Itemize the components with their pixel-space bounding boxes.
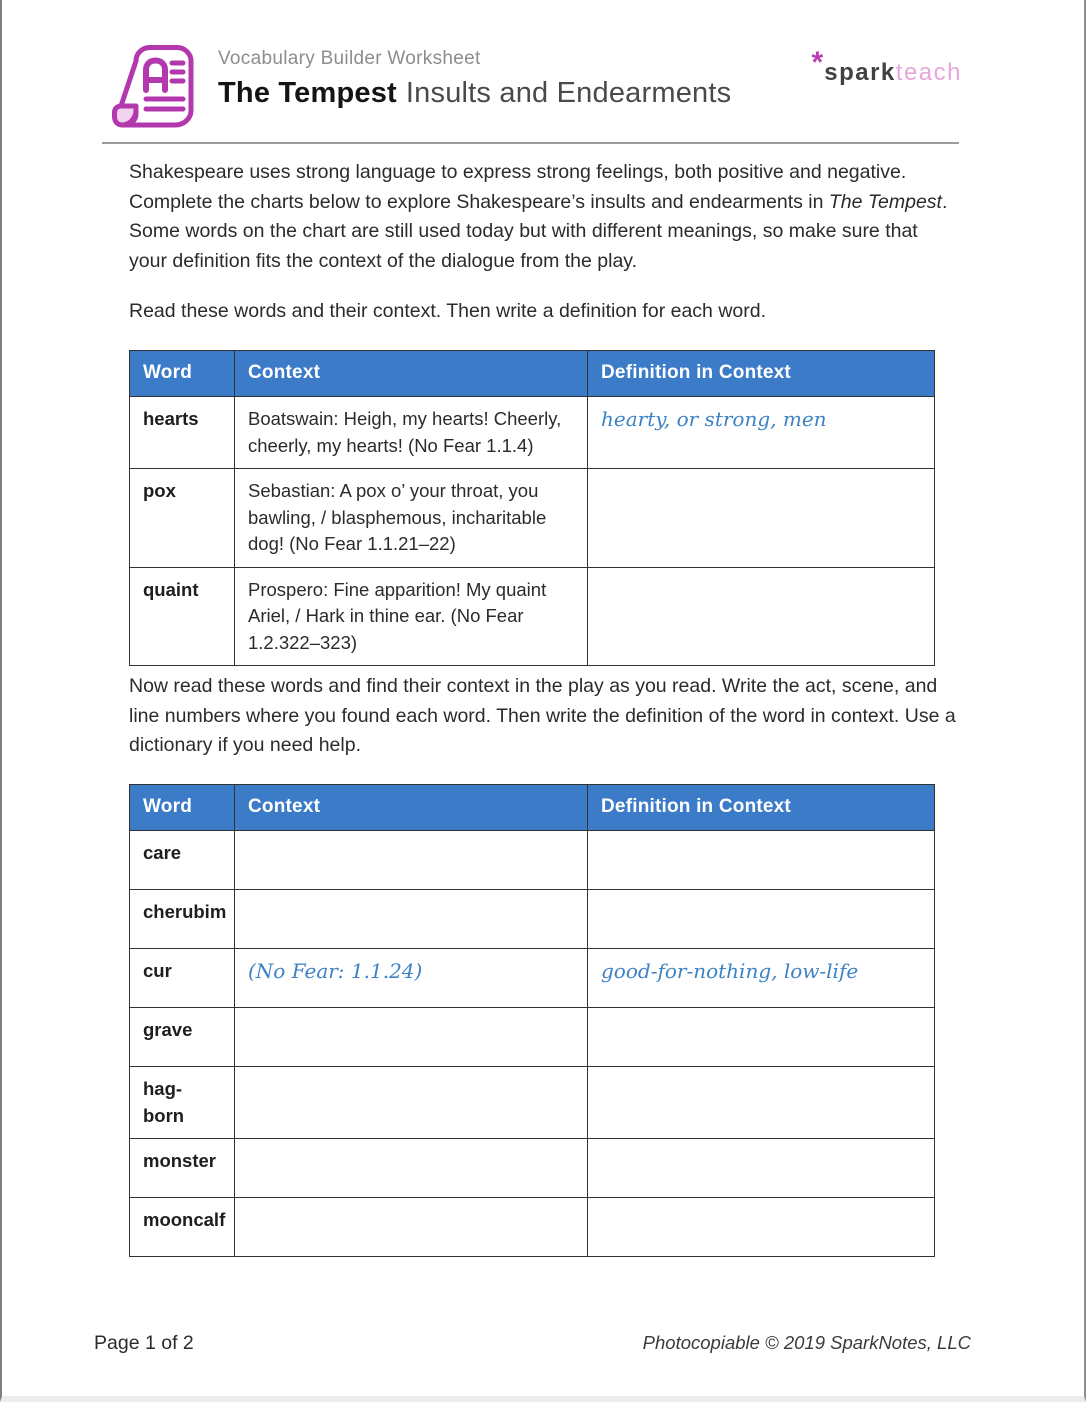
context-cell xyxy=(235,1198,588,1257)
definition-cell xyxy=(588,1198,935,1257)
word-cell: grave xyxy=(130,1008,235,1067)
word-cell: cherubim xyxy=(130,890,235,949)
definition-cell xyxy=(588,469,935,568)
table-row xyxy=(130,567,935,666)
col-header-context: Context xyxy=(235,351,588,397)
table-row xyxy=(130,1008,935,1067)
context-cell xyxy=(235,1008,588,1067)
book-title-italic: The Tempest xyxy=(828,190,942,213)
vocab-table-2 xyxy=(129,784,935,1257)
col-header-word: Word xyxy=(130,351,235,397)
footer xyxy=(94,1332,971,1355)
instruction-2: Now read these words and find their context in the play as you read. Write the act, scene, and line numbers where you found each word. Then write the definition of the word in context. Use a dictionary if you need help. xyxy=(129,675,956,756)
col-header-context: Context xyxy=(235,785,588,831)
brand-spark: spark xyxy=(824,59,896,86)
intro-text: Shakespeare uses strong language to express strong feelings, both positive and negative. Complete the charts below to explore Shakespeare’s insults and endearments in xyxy=(129,161,907,213)
definition-cell: good-for-nothing, low-life xyxy=(588,949,935,1008)
table-row xyxy=(130,890,935,949)
page-title-topic: Insults and Endearments xyxy=(405,77,732,109)
context-cell: (No Fear: 1.1.24) xyxy=(235,949,588,1008)
word-cell: hag-born xyxy=(130,1067,235,1139)
table-row xyxy=(130,1067,935,1139)
table-row xyxy=(130,1139,935,1198)
brand-teach: teach xyxy=(895,59,962,86)
intro-text-after: . Some words on the chart are still used today but with different meanings, so make sure that your definition fits the context of the dialogue from the play. xyxy=(129,190,948,272)
table-row xyxy=(130,397,935,469)
definition-cell xyxy=(588,1067,935,1139)
word-cell: monster xyxy=(130,1139,235,1198)
copyright-label: Photocopiable © 2019 SparkNotes, LLC xyxy=(642,1332,971,1353)
vocab-table-1 xyxy=(129,350,935,666)
definition-cell xyxy=(588,890,935,949)
context-cell xyxy=(235,1139,588,1198)
definition-cell xyxy=(588,567,935,666)
context-cell: Prospero: Fine apparition! My quaint Ariel, / Hark in thine ear. (No Fear 1.2.322–323) xyxy=(235,567,588,666)
table-row xyxy=(130,469,935,568)
table-header-row xyxy=(130,785,935,831)
table-row xyxy=(130,949,935,1008)
word-cell: quaint xyxy=(130,567,235,666)
context-cell xyxy=(235,831,588,890)
word-cell: care xyxy=(130,831,235,890)
header xyxy=(112,44,962,134)
worksheet-type-label: Vocabulary Builder Worksheet xyxy=(218,48,481,69)
col-header-word: Word xyxy=(130,785,235,831)
sparkteach-logo xyxy=(812,44,962,87)
page-number-label: Page 1 of 2 xyxy=(94,1332,194,1354)
col-header-definition: Definition in Context xyxy=(588,351,935,397)
scroll-document-icon xyxy=(112,44,196,134)
instruction-1: Read these words and their context. Then write a definition for each word. xyxy=(129,300,766,322)
col-header-definition: Definition in Context xyxy=(588,785,935,831)
definition-cell xyxy=(588,831,935,890)
header-titles xyxy=(218,44,731,110)
definition-cell xyxy=(588,1008,935,1067)
table-row xyxy=(130,1198,935,1257)
definition-cell: hearty, or strong, men xyxy=(588,397,935,469)
header-divider xyxy=(102,142,959,144)
word-cell: hearts xyxy=(130,397,235,469)
context-cell xyxy=(235,1067,588,1139)
word-cell: pox xyxy=(130,469,235,568)
context-cell: Boatswain: Heigh, my hearts! Cheerly, cheerly, my hearts! (No Fear 1.1.4) xyxy=(235,397,588,469)
asterisk-icon: * xyxy=(811,46,824,79)
table-header-row xyxy=(130,351,935,397)
definition-cell xyxy=(588,1139,935,1198)
table-row xyxy=(130,831,935,890)
page-title xyxy=(218,77,731,110)
word-cell: cur xyxy=(130,949,235,1008)
context-cell: Sebastian: A pox o’ your throat, you bawling, / blasphemous, incharitable dog! (No Fear 1.1.21–22) xyxy=(235,469,588,568)
context-cell xyxy=(235,890,588,949)
intro-paragraph xyxy=(129,158,959,276)
word-cell: mooncalf xyxy=(130,1198,235,1257)
page-title-book: The Tempest xyxy=(218,77,397,109)
